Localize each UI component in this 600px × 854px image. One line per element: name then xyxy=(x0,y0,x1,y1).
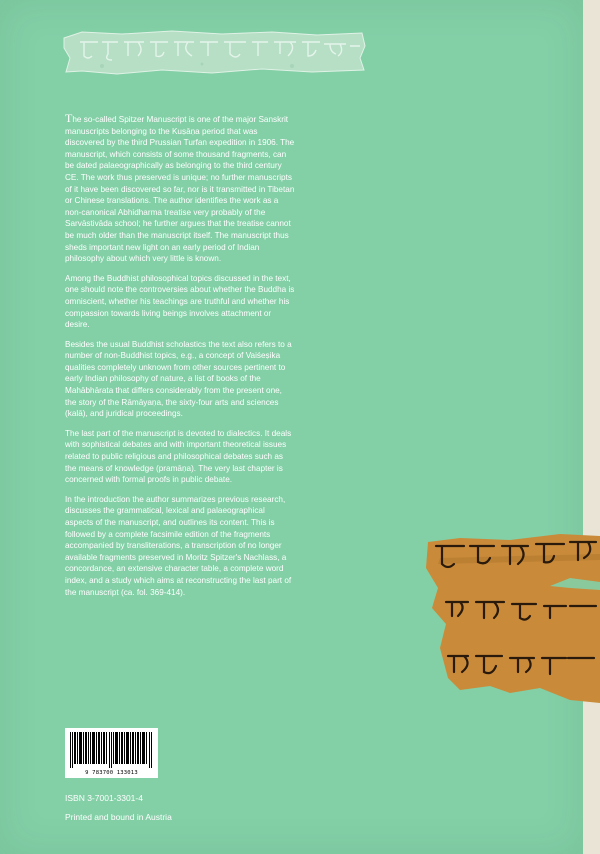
manuscript-fragment-leaf-icon xyxy=(420,528,600,708)
blurb-paragraph-2: Among the Buddhist philosophical topics discussed in the text, one should note the controversies about whether the Buddha is omniscient, whether his teachings are truthful and whether his compassion towards living beings involves attachment or desire. xyxy=(65,273,295,330)
isbn-text: ISBN 3-7001-3301-4 xyxy=(65,793,143,803)
blurb-paragraph-5: In the introduction the author summarizes previous research, discusses the grammatical, lexical and palaeographical aspects of the manuscript, and outlines its content. This is followed by a complete facsimile edition of the fragments accompanied by transliterations, a transcription of no longer available fragments preserved in Moritz Spitzer's Nachlass, a concordance, an extensive character table, a complete word index, and a study which aims at reconstructing the last part of the manuscript (ca. fol. 369-414). xyxy=(65,494,292,597)
blurb xyxy=(65,113,295,606)
barcode xyxy=(65,728,158,778)
blurb-paragraph-1 xyxy=(65,113,295,265)
barcode-bars-icon xyxy=(70,732,152,768)
blurb-paragraph-1-text: he so-called Spitzer Manuscript is one of the major Sanskrit manuscripts belonging to the Kuṣāṇa period that was discovered by the third Prussian Turfan expedition in 1906. The manuscript, which consists of some thousand fragments, can be dated palaeographically as belonging to the third century CE. The work thus preserved is unique; no further manuscripts of it have been discovered so far, nor is it transmitted in Tibetan or Chinese translations. The author identifies the work as a non-canonical Abhidharma treatise very probably of the Sarvāstivāda school; he further argues that the treatise cannot be much older than the manuscript itself. The manuscript thus sheds important new light on an early period of Indian philosophy about which very little is known. xyxy=(65,115,295,264)
manuscript-fragment-strip-icon xyxy=(62,28,367,76)
printed-notice: Printed and bound in Austria xyxy=(65,812,172,822)
blurb-paragraph-4: The last part of the manuscript is devoted to dialectics. It deals with sophistical debates and with important theoretical issues related to public religious and philosophical debates such as the means of knowledge (pramāṇa). The very last chapter is concerned with formal proofs in public debate. xyxy=(65,428,292,485)
drop-cap: T xyxy=(65,111,73,125)
blurb-paragraph-3: Besides the usual Buddhist scholastics the text also refers to a number of non-Buddhist topics, e.g., a concept of Vaiśeṣika qualities completely unknown from other sources pertinent to early Indian philosophy of nature, a list of books of the Mahābhārata that differs considerably from the present one, the story of the Rāmāyaṇa, the sixty-four arts and sciences (kalā), and juridical proceedings. xyxy=(65,339,292,419)
barcode-digits: 9 783700 133013 xyxy=(85,770,138,776)
